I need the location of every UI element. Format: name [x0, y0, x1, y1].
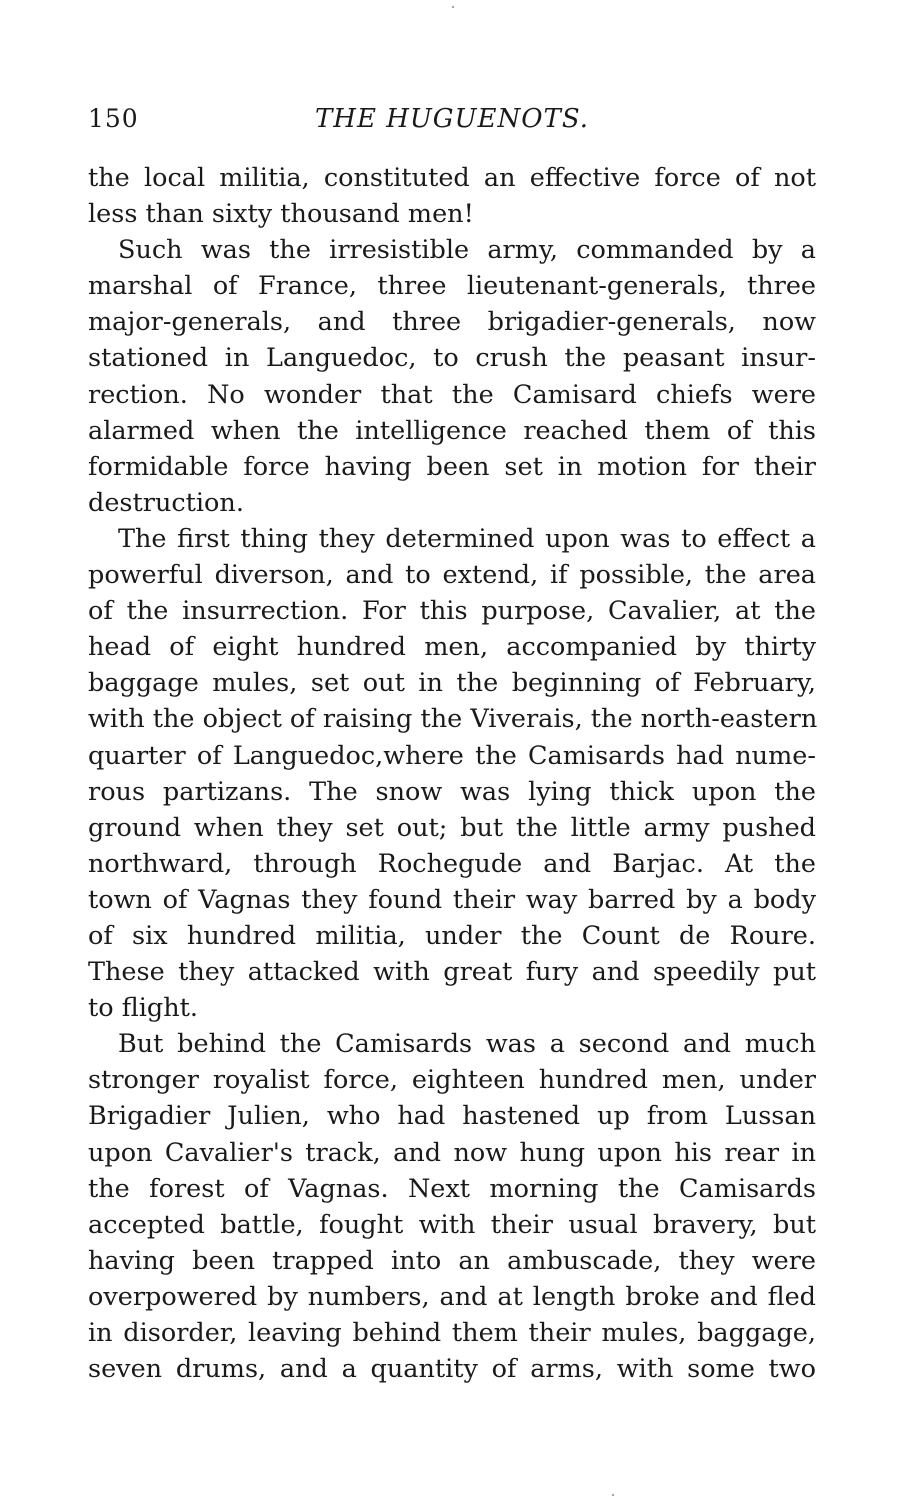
text-line: head of eight hundred men, accompanied by thirty: [88, 632, 816, 663]
text-line: powerful diverson, and to extend, if possible, the area: [88, 560, 816, 591]
page-number: 150: [88, 104, 139, 133]
text-line: accepted battle, fought with their usual bravery, but: [88, 1209, 816, 1240]
text-line: of six hundred militia, under the Count de Roure.: [88, 920, 816, 951]
text-line: stationed in Languedoc, to crush the peasant insur-: [88, 343, 816, 374]
text-line: in disorder, leaving behind them their mules, baggage,: [88, 1318, 816, 1348]
text-line: formidable force having been set in motion for their: [88, 451, 816, 482]
text-line: upon Cavalier's track, and now hung upon his rear in: [88, 1137, 816, 1168]
paragraph-first-line: But behind the Camisards was a second and much: [118, 1029, 816, 1060]
running-head: [88, 104, 816, 138]
text-line: baggage mules, set out in the beginning of February,: [88, 668, 816, 699]
text-line: to flight.: [88, 993, 198, 1024]
paragraph-first-line: the local militia, constituted an effective force of not: [88, 163, 816, 193]
paragraph-first-line: Such was the irresistible army, commanded by a: [118, 235, 816, 266]
paper-speck: [452, 6, 454, 8]
text-line: of the insurrection. For this purpose, Cavalier, at the: [88, 596, 816, 627]
text-line: town of Vagnas they found their way barred by a body: [88, 884, 816, 915]
text-line: the forest of Vagnas. Next morning the Camisards: [88, 1173, 816, 1204]
text-line: Brigadier Julien, who had hastened up from Lussan: [88, 1101, 816, 1132]
text-line: less than sixty thousand men!: [88, 199, 474, 230]
text-line: ground when they set out; but the little army pushed: [88, 812, 816, 843]
text-line: northward, through Rochegude and Barjac. At the: [88, 848, 816, 879]
text-line: seven drums, and a quantity of arms, with some two: [88, 1354, 816, 1385]
text-line: alarmed when the intelligence reached them of this: [88, 415, 816, 446]
text-line: rous partizans. The snow was lying thick upon the: [88, 776, 816, 807]
paragraph-first-line: The first thing they determined upon was to effect a: [118, 523, 816, 554]
paper-speck: [612, 1494, 614, 1496]
text-line: rection. No wonder that the Camisard chiefs were: [88, 379, 816, 410]
running-title: THE HUGUENOTS.: [314, 104, 590, 134]
text-line: with the object of raising the Viverais, the north-eastern: [88, 704, 818, 735]
text-line: stronger royalist force, eighteen hundred men, under: [88, 1065, 816, 1096]
text-line: marshal of France, three lieutenant-generals, three: [88, 271, 816, 302]
text-line: major-generals, and three brigadier-generals, now: [88, 307, 816, 338]
text-line: quarter of Languedoc,where the Camisards had nume-: [88, 740, 816, 771]
text-line: destruction.: [88, 487, 244, 518]
text-line: overpowered by numbers, and at length broke and fled: [88, 1281, 816, 1312]
text-line: These they attacked with great fury and speedily put: [88, 957, 816, 988]
body-text: [88, 160, 816, 1387]
text-line: having been trapped into an ambuscade, they were: [88, 1245, 816, 1276]
